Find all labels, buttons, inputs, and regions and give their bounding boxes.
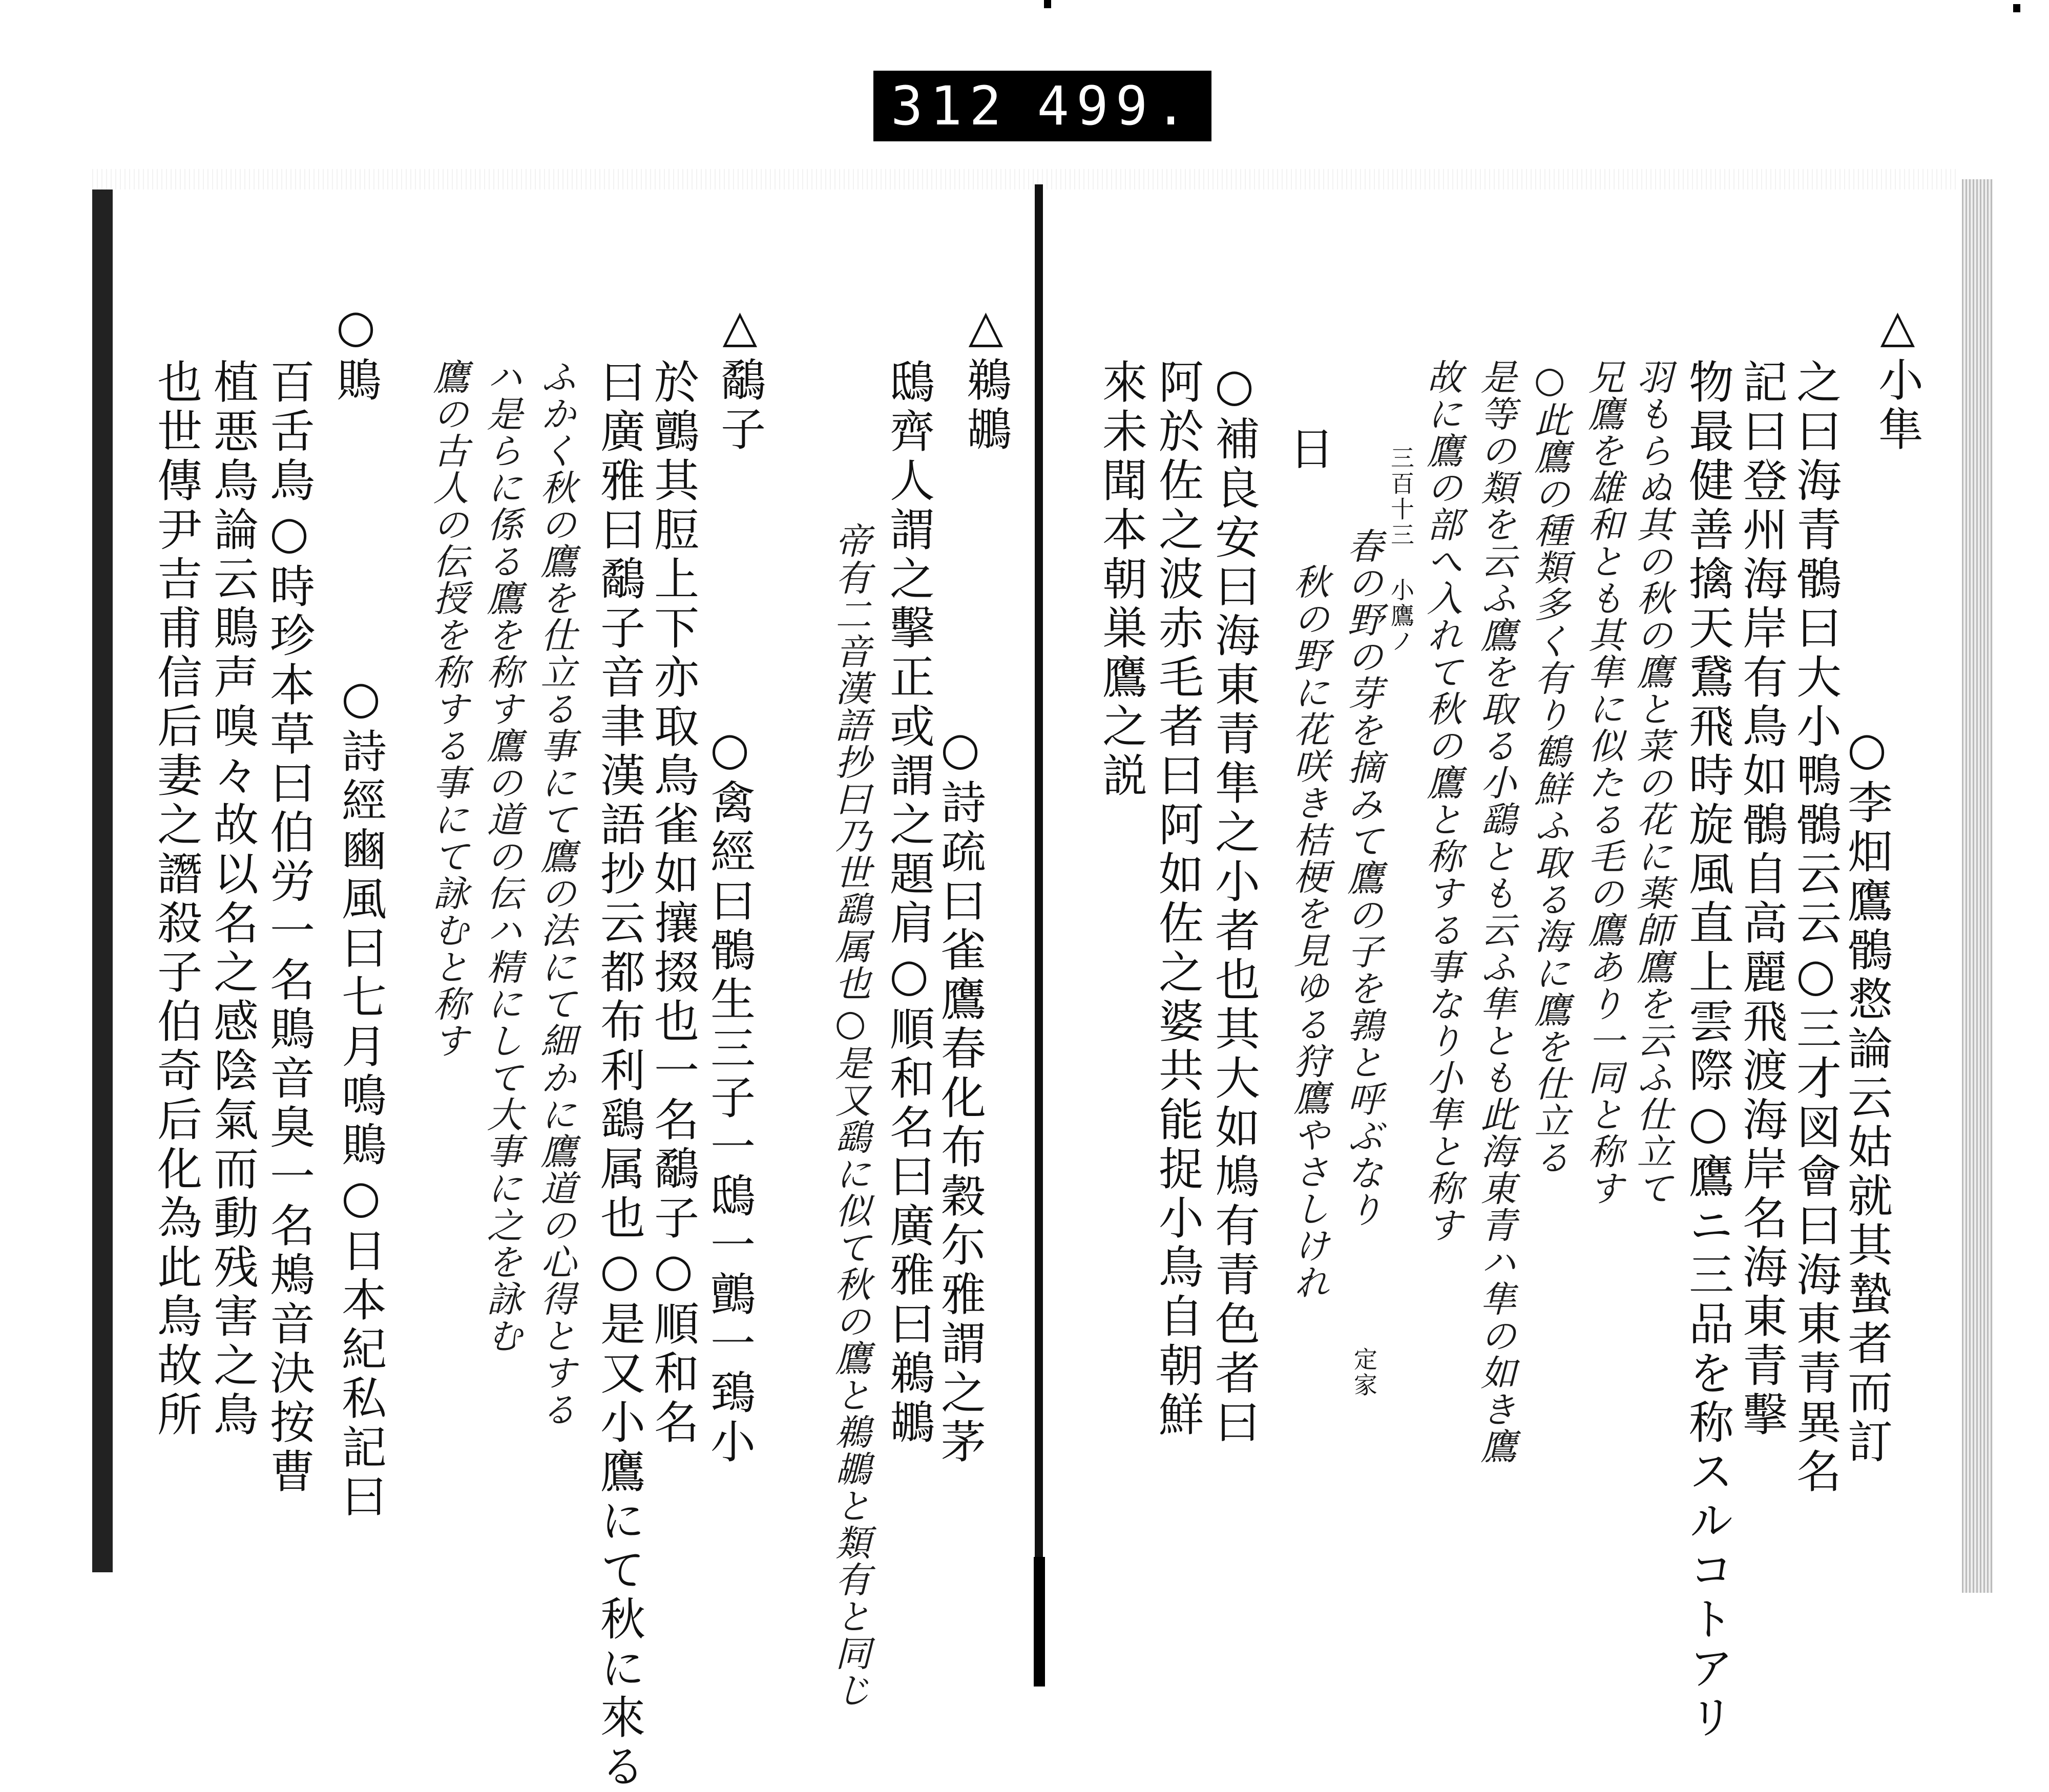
text-column: 來未聞本朝巣鷹之説 (1095, 359, 1148, 801)
text-column: 於鸇其脰上下亦取鳥雀如攘掇也一名鷸子○順和名 (647, 359, 700, 1448)
text-column: 也世傳尹吉甫信后妻之譖殺子伯奇后化為此鳥故所 (150, 359, 203, 1440)
text-column: 兄鷹を雄和とも其隼に似たる毛の鷹あり一同と称す (1582, 359, 1624, 1207)
text-column: 植悪鳥論云鵙声嗅々故以名之感陰氣而動残害之鳥 (206, 359, 259, 1440)
text-column: 帝有二音漢語抄曰乃世鷂属也○是又鷂に似て秋の鷹と鵜鶘と類有と同じ (829, 522, 871, 1709)
text-column: ○詩經豳風曰七月鳴鵙○日本紀私記曰 (334, 671, 387, 1522)
text-column: 日 (1282, 425, 1335, 474)
text-column: ○補良安曰海東青隼之小者也其大如鳩有青色者曰 (1208, 359, 1261, 1448)
text-column: 定家 (1350, 1347, 1378, 1398)
text-column: △小隼 (1871, 300, 1924, 455)
text-column: 之曰海青鶻曰大小鴨鶻云云○三才図會曰海東青異名 (1789, 359, 1842, 1497)
text-column: 阿於佐之波赤毛者曰阿如佐之婆共能捉小鳥自朝鮮 (1152, 359, 1204, 1440)
scan-noise (92, 169, 1957, 189)
text-column: △鷸子 (714, 300, 766, 455)
text-column: 是等の類を云ふ鷹を取る小鷂とも云ふ隼とも此海東青ハ隼の如き鷹 (1475, 359, 1517, 1465)
text-column: 百舌鳥○時珍本草曰伯労一名鵙音臭一名鴂音決按曹 (263, 359, 316, 1497)
label-right-number: 499. (1037, 75, 1194, 137)
text-column: ○此鷹の種類多く有り鶴鮮ふ取る海に鷹を仕立る (1529, 359, 1571, 1176)
text-column: 故に鷹の部へ入れて秋の鷹と称する事なり小隼と称す (1421, 359, 1463, 1243)
text-column: 三百十三 小鷹ノ (1387, 446, 1415, 655)
text-column: 羽もらぬ其の秋の鷹と菜の花に薬師鷹を云ふ仕立て (1631, 359, 1673, 1207)
text-column: ○禽經曰鶻生三子一鴟一鸇一鵄小 (703, 722, 756, 1467)
text-column: ○詩疏曰雀鷹春化布穀尓雅謂之茅 (934, 722, 987, 1467)
text-column: 鴟齊人謂之擊正或謂之題肩○順和名曰廣雅曰鵜鶘 (883, 359, 935, 1448)
text-column: 記曰登州海岸有鳥如鶻自高麗飛渡海岸名海東青擊 (1736, 359, 1788, 1440)
text-column: 鷹の古人の伝授を称する事にて詠むと称す (427, 359, 469, 1059)
scan-speck (2013, 4, 2020, 12)
text-column: △鵜鶘 (959, 300, 1012, 455)
text-column: ○鵙 (329, 300, 382, 406)
microfilm-number-label (873, 71, 1211, 141)
text-column: ハ是らに係る鷹を称す鷹の道の伝ハ精にして大事に之を詠む (481, 359, 523, 1354)
book-gutter (1035, 184, 1043, 1577)
page-edge (1962, 179, 1993, 1593)
text-column: ふかく秋の鷹を仕立る事にて鷹の法にて細かに鷹道の心得とする (535, 359, 577, 1428)
text-column: 曰廣雅曰鷸子音聿漢語抄云都布利鷂属也○是又小鷹にて秋に來る (593, 359, 646, 1792)
text-column: 物最健善擒天鵞飛時旋風直上雲際○鷹ニ三品を称スルコトアリ (1682, 359, 1734, 1743)
scan-speck (1044, 0, 1051, 8)
text-column: ○李𤇆鷹鶻慦論云姑就其蟄者而訂 (1841, 722, 1893, 1467)
label-left-number: 312 (891, 75, 1009, 137)
text-column: 春の野の芽を摘みて鷹の子を鶉と呼ぶなり (1342, 528, 1384, 1228)
text-column: 秋の野に花咲き桔梗を見ゆる狩鷹やさしけれ (1288, 563, 1330, 1301)
book-gutter-bottom (1034, 1557, 1045, 1686)
